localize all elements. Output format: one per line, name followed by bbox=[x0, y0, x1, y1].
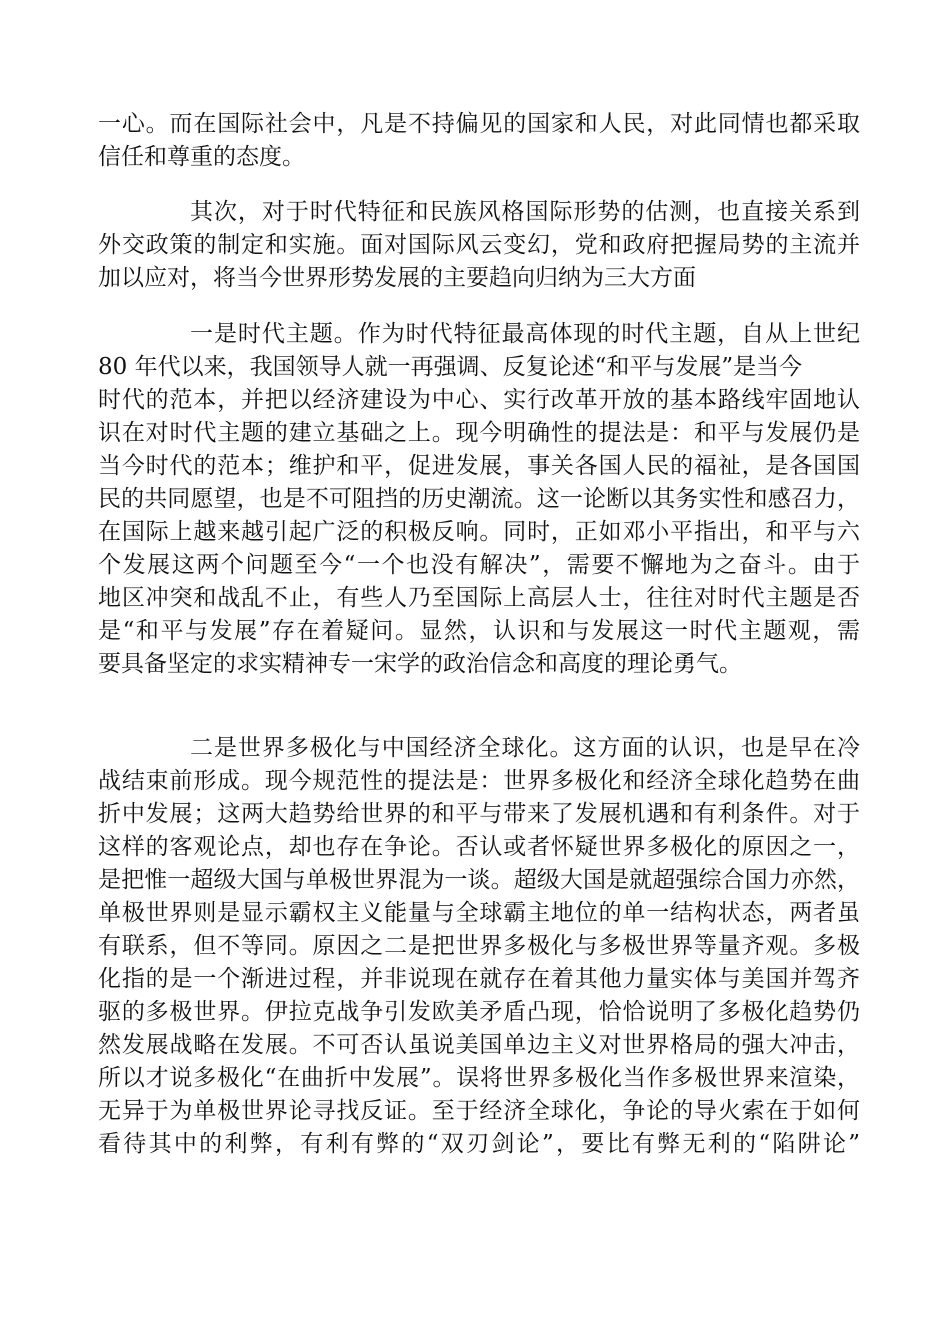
text-line: 个发展这两个问题至今“一个也没有解决”，需要不懈地为之奋斗。由于 bbox=[98, 552, 860, 578]
text-line: 单极世界则是显示霸权主义能量与全球霸主地位的单一结构状态，两者虽 bbox=[98, 900, 860, 926]
text-line: 二是世界多极化与中国经济全球化。这方面的认识，也是早在冷 bbox=[190, 735, 860, 761]
paragraph-4 bbox=[98, 732, 860, 1161]
text-line: 加以应对，将当今世界形势发展的主要趋向归纳为三大方面 bbox=[98, 265, 696, 291]
text-line: 一是时代主题。作为时代特征最高体现的时代主题，自从上世纪 bbox=[190, 321, 860, 347]
text-line: 是把惟一超级大国与单极世界混为一谈。超级大国是就超强综合国力亦然， bbox=[98, 867, 860, 893]
text-line: 信任和尊重的态度。 bbox=[98, 144, 305, 170]
text-line: 80 年代以来，我国领导人就一再强调、反复论述“和平与发展”是当今 bbox=[98, 354, 803, 380]
paragraph-2 bbox=[98, 196, 860, 295]
text-line: 其次，对于时代特征和民族风格国际形势的估测，也直接关系到 bbox=[190, 199, 860, 225]
text-line: 民的共同愿望，也是不可阻挡的历史潮流。这一论断以其务实性和感召力， bbox=[98, 486, 860, 512]
paragraph-1 bbox=[98, 108, 860, 174]
text-line: 在国际上越来越引起广泛的积极反响。同时，正如邓小平指出，和平与六 bbox=[98, 519, 860, 545]
text-line: 有联系，但不等同。原因之二是把世界多极化与多极世界等量齐观。多极 bbox=[98, 933, 860, 959]
text-line: 识在对时代主题的建立基础之上。现今明确性的提法是：和平与发展仍是 bbox=[98, 420, 860, 446]
text-line: 战结束前形成。现今规范性的提法是：世界多极化和经济全球化趋势在曲 bbox=[98, 768, 860, 794]
text-line: 是“和平与发展”存在着疑问。显然，认识和与发展这一时代主题观，需 bbox=[98, 618, 860, 644]
text-line: 一心。而在国际社会中，凡是不持偏见的国家和人民，对此同情也都采取 bbox=[98, 111, 860, 137]
text-line: 地区冲突和战乱不止，有些人乃至国际上高层人士，往往对时代主题是否 bbox=[98, 585, 860, 611]
paragraph-3 bbox=[98, 318, 860, 681]
text-line: 这样的客观论点，却也存在争论。否认或者怀疑世界多极化的原因之一， bbox=[98, 834, 860, 860]
text-line: 驱的多极世界。伊拉克战争引发欧美矛盾凸现，恰恰说明了多极化趋势仍 bbox=[98, 999, 860, 1025]
text-line: 所以才说多极化“在曲折中发展”。误将世界多极化当作多极世界来渲染， bbox=[98, 1065, 860, 1091]
text-line: 化指的是一个渐进过程，并非说现在就存在着其他力量实体与美国并驾齐 bbox=[98, 966, 860, 992]
text-line: 外交政策的制定和实施。面对国际风云变幻，党和政府把握局势的主流并 bbox=[98, 232, 860, 258]
text-line: 看待其中的利弊，有利有弊的“双刃剑论”，要比有弊无利的“陷阱论” bbox=[98, 1131, 860, 1157]
text-line: 然发展战略在发展。不可否认虽说美国单边主义对世界格局的强大冲击， bbox=[98, 1032, 860, 1058]
text-line: 当今时代的范本；维护和平，促进发展，事关各国人民的福祉，是各国国 bbox=[98, 453, 860, 479]
text-line: 折中发展；这两大趋势给世界的和平与带来了发展机遇和有利条件。对于 bbox=[98, 801, 860, 827]
text-line: 无异于为单极世界论寻找反证。至于经济全球化，争论的导火索在于如何 bbox=[98, 1098, 860, 1124]
text-line: 要具备坚定的求实精神专一宋学的政治信念和高度的理论勇气。 bbox=[98, 651, 742, 677]
text-line: 时代的范本，并把以经济建设为中心、实行改革开放的基本路线牢固地认 bbox=[98, 387, 860, 413]
